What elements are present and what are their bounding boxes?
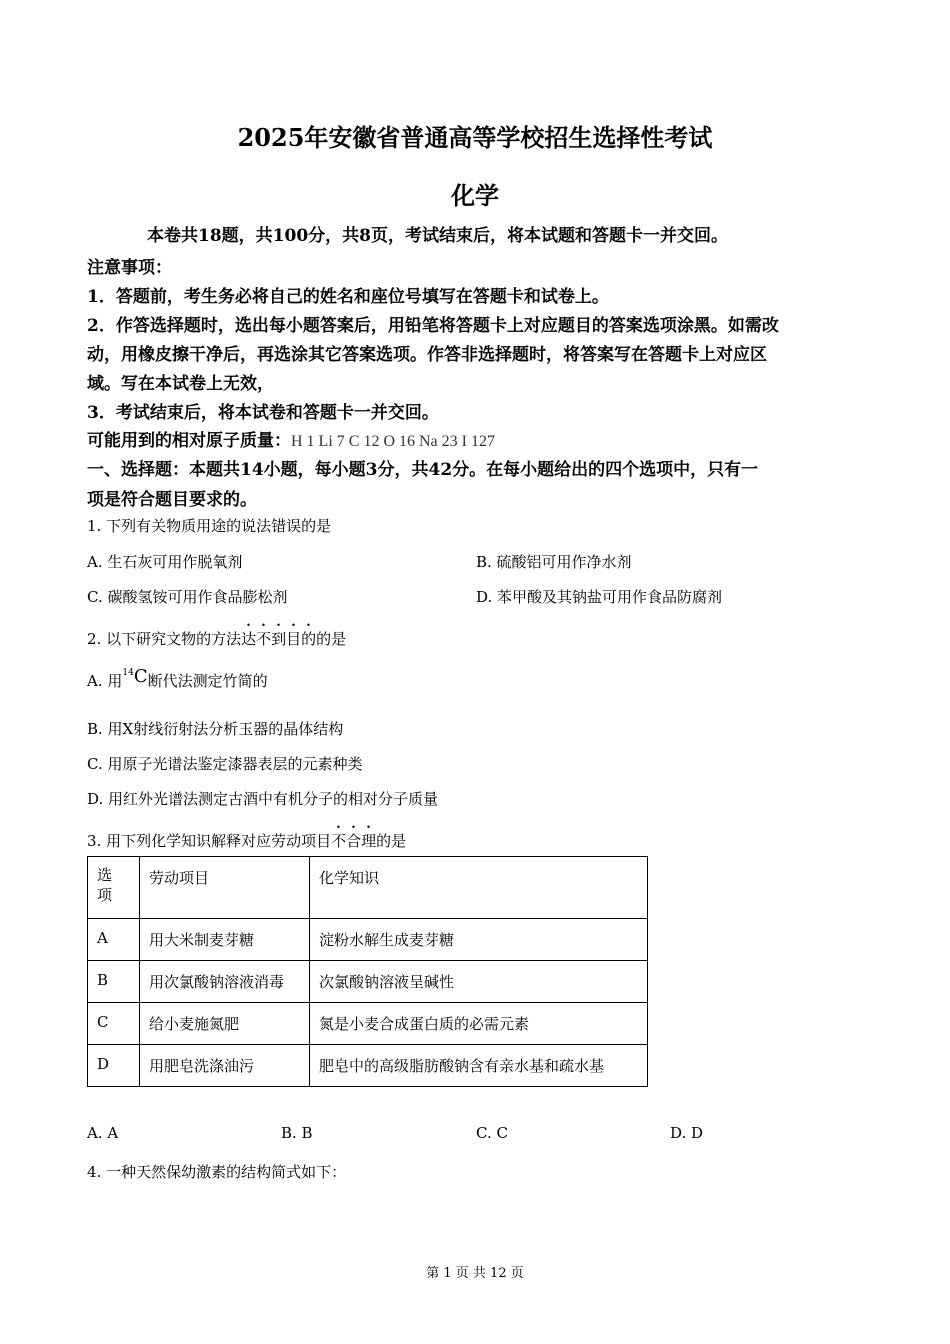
q2-stem-emphasis: 达不到目的 bbox=[241, 630, 317, 648]
q3-option-b: B. B bbox=[281, 1124, 313, 1142]
q1-option-a: A. 生石灰可用作脱氧剂 bbox=[87, 553, 243, 571]
q3-table-header-option bbox=[88, 857, 140, 919]
q2-stem-pre: 2. 以下研究文物的方法 bbox=[87, 630, 242, 648]
exam-title: 2025年安徽省普通高等学校招生选择性考试 bbox=[237, 123, 713, 152]
table-cell: 肥皂中的高级脂肪酸钠含有亲水基和疏水基 bbox=[310, 1045, 648, 1087]
note-3: 3．考试结束后，将本试卷和答题卡一并交回。 bbox=[87, 403, 439, 423]
table-cell: 给小麦施氮肥 bbox=[140, 1003, 310, 1045]
notes-heading: 注意事项： bbox=[87, 258, 172, 278]
q2-option-a-post: 断代法测定竹简的 bbox=[147, 672, 268, 690]
q3-stem-emphasis: 不合理 bbox=[331, 832, 377, 850]
q3-table-header-labor: 劳动项目 bbox=[140, 857, 310, 919]
q4-stem: 4. 一种天然保幼激素的结构简式如下： bbox=[87, 1163, 347, 1181]
table-cell: 次氯酸钠溶液呈碱性 bbox=[310, 961, 648, 1003]
section1-line-2: 项是符合题目要求的。 bbox=[87, 490, 257, 510]
atomic-mass-values: H 1 Li 7 C 12 O 16 Na 23 I 127 bbox=[291, 433, 495, 450]
note-2-line-2: 动，用橡皮擦干净后，再选涂其它答案选项。作答非选择题时，将答案写在答题卡上对应区 bbox=[87, 345, 767, 365]
atomic-mass-label: 可能用到的相对原子质量： bbox=[87, 431, 291, 451]
q3-option-c: C. C bbox=[476, 1124, 508, 1142]
isotope-mass-number: 14 bbox=[122, 668, 134, 678]
q2-stem-post: 的是 bbox=[316, 630, 347, 648]
page-footer: 第 1 页 共 12 页 bbox=[426, 1266, 524, 1281]
table-row bbox=[88, 1003, 648, 1045]
q2-option-d: D. 用红外光谱法测定古酒中有机分子的相对分子质量 bbox=[87, 790, 439, 808]
q1-option-b: B. 硫酸铝可用作净水剂 bbox=[476, 553, 632, 571]
q1-stem: 1. 下列有关物质用途的说法错误的是 bbox=[87, 517, 332, 535]
table-row bbox=[88, 961, 648, 1003]
table-row bbox=[88, 1045, 648, 1087]
q3-stem bbox=[87, 823, 406, 851]
note-1: 1．答题前，考生务必将自己的姓名和座位号填写在答题卡和试卷上。 bbox=[87, 287, 609, 307]
q2-option-a bbox=[87, 666, 268, 691]
q2-option-b: B. 用X射线衍射法分析玉器的晶体结构 bbox=[87, 720, 344, 738]
note-2-line-3: 域。写在本试卷上无效， bbox=[87, 374, 274, 394]
table-cell: 用大米制麦芽糖 bbox=[140, 919, 310, 961]
table-cell: C bbox=[88, 1003, 140, 1045]
q3-stem-post: 的是 bbox=[376, 832, 407, 850]
q1-option-c: C. 碳酸氢铵可用作食品膨松剂 bbox=[87, 588, 288, 606]
table-cell: 氮是小麦合成蛋白质的必需元素 bbox=[310, 1003, 648, 1045]
q2-option-c: C. 用原子光谱法鉴定漆器表层的元素种类 bbox=[87, 755, 363, 773]
note-2-line-1: 2．作答选择题时，选出每小题答案后，用铅笔将答题卡上对应题目的答案选项涂黑。如需改 bbox=[87, 316, 779, 336]
isotope-element: C bbox=[133, 666, 148, 687]
table-cell: 淀粉水解生成麦芽糖 bbox=[310, 919, 648, 961]
q3-table-header-chem: 化学知识 bbox=[310, 857, 648, 919]
table-cell: B bbox=[88, 961, 140, 1003]
q3-option-a: A. A bbox=[87, 1124, 119, 1142]
table-cell: A bbox=[88, 919, 140, 961]
table-cell: D bbox=[88, 1045, 140, 1087]
table-cell: 用次氯酸钠溶液消毒 bbox=[140, 961, 310, 1003]
q3-option-d: D. D bbox=[670, 1124, 704, 1142]
section1-line-1: 一、选择题：本题共14小题，每小题3分，共42分。在每小题给出的四个选项中，只有一 bbox=[87, 460, 759, 480]
q3-stem-pre: 3. 用下列化学知识解释对应劳动项目 bbox=[87, 832, 332, 850]
q3-table-header-option-text: 选项 bbox=[97, 866, 113, 904]
q3-table-header-row bbox=[88, 857, 648, 919]
table-cell: 用肥皂洗涤油污 bbox=[140, 1045, 310, 1087]
subject-title: 化学 bbox=[451, 181, 499, 210]
q2-option-a-pre: A. 用 bbox=[87, 672, 123, 690]
atomic-mass-line bbox=[87, 426, 495, 451]
q1-option-d: D. 苯甲酸及其钠盐可用作食品防腐剂 bbox=[476, 588, 723, 606]
table-row bbox=[88, 919, 648, 961]
q3-table bbox=[87, 856, 648, 1087]
q2-stem bbox=[87, 621, 346, 649]
exam-intro: 本卷共18题，共100分，共8页，考试结束后，将本试题和答题卡一并交回。 bbox=[147, 226, 728, 246]
